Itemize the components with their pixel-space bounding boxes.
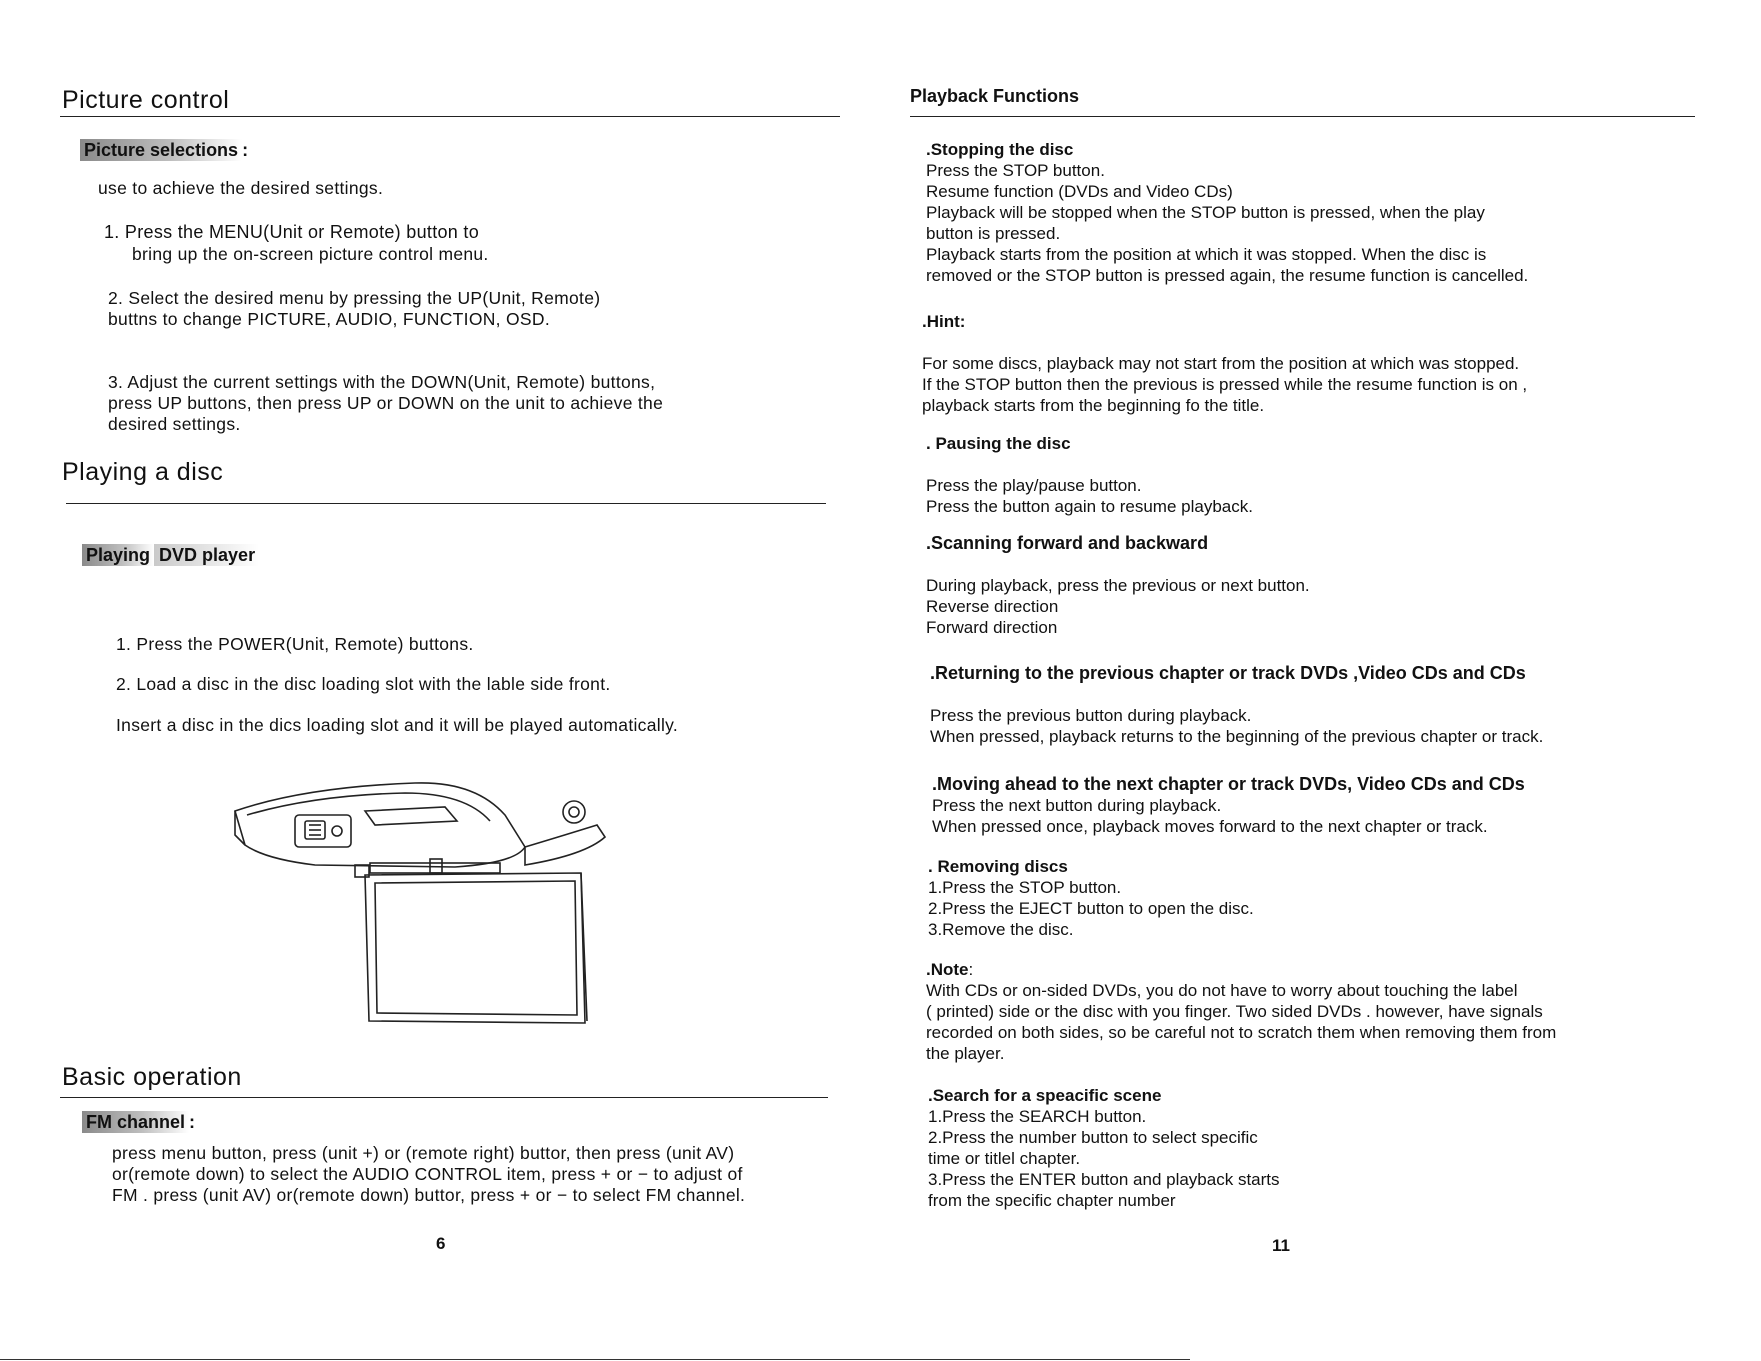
picture-step3-c: desired settings. (108, 414, 241, 434)
basic-operation-heading: Basic operation (62, 1063, 242, 1091)
picture-step2-b: buttns to change PICTURE, AUDIO, FUNCTION, OSD. (108, 309, 550, 329)
playing-disc-heading: Playing a disc (62, 458, 224, 486)
pausing-l1: Press the play/pause button. (926, 476, 1142, 495)
search-l2: 2.Press the number button to select specific (928, 1128, 1258, 1147)
left-page (60, 0, 845, 1300)
fm-line2: or(remote down) to select the AUDIO CONTROL item, press + or − to adjust of (112, 1164, 743, 1184)
hint-l3: playback starts from the beginning fo the title. (922, 396, 1265, 415)
scanning-l1: During playback, press the previous or next button. (926, 576, 1310, 595)
playing-step3: Insert a disc in the dics loading slot and it will be played automatically. (116, 715, 679, 735)
picture-step3-a: 3. Adjust the current settings with the DOWN(Unit, Remote) buttons, (108, 372, 656, 392)
search-l4: 3.Press the ENTER button and playback starts (928, 1170, 1280, 1189)
scanning-title: .Scanning forward and backward (926, 533, 1209, 553)
picture-step2-a: 2. Select the desired menu by pressing the UP(Unit, Remote) (108, 288, 601, 308)
stopping-l3: Playback will be stopped when the STOP button is pressed, when the play (926, 203, 1485, 222)
hint-l2: If the STOP button then the previous is pressed while the resume function is on , (922, 375, 1528, 394)
page-number: 11 (1272, 1236, 1290, 1255)
picture-intro: use to achieve the desired settings. (98, 178, 384, 198)
page-number: 6 (436, 1234, 446, 1253)
playing-step1: 1. Press the POWER(Unit, Remote) buttons. (116, 634, 474, 654)
stopping-l1: Press the STOP button. (926, 161, 1105, 180)
stopping-l5: Playback starts from the position at which it was stopped. When the disc is (926, 245, 1487, 264)
removing-l1: 1.Press the STOP button. (928, 878, 1122, 897)
moving-l2: When pressed once, playback moves forward to the next chapter or track. (932, 817, 1488, 836)
removing-l2: 2.Press the EJECT button to open the disc. (928, 899, 1254, 918)
fm-line1: press menu button, press (unit +) or (remote right) buttor, then press (unit AV) (112, 1143, 735, 1163)
moving-l1: Press the next button during playback. (932, 796, 1222, 815)
fm-line3: FM . press (unit AV) or(remote down) buttor, press + or − to select FM channel. (112, 1185, 746, 1205)
fm-channel-label: FM channel : (82, 1112, 195, 1133)
pausing-l2: Press the button again to resume playback. (926, 497, 1253, 516)
stopping-title: .Stopping the disc (926, 140, 1074, 159)
stopping-l6: removed or the STOP button is pressed again, the resume function is cancelled. (926, 266, 1529, 285)
right-page (910, 0, 1695, 1300)
picture-step3-b: press UP buttons, then press UP or DOWN on the unit to achieve the (108, 393, 664, 413)
ceiling-dvd-player-illustration (225, 775, 615, 1025)
heading-rule (60, 116, 840, 117)
heading-rule (60, 1097, 828, 1098)
picture-step1-b: bring up the on-screen picture control menu. (132, 244, 489, 264)
heading-rule (66, 503, 826, 504)
scanning-l3: Forward direction (926, 618, 1058, 637)
playing-dvd-label: Playing DVD player (82, 545, 259, 566)
heading-rule (910, 116, 1695, 117)
search-l1: 1.Press the SEARCH button. (928, 1107, 1147, 1126)
search-l3: time or titlel chapter. (928, 1149, 1081, 1168)
stopping-l4: button is pressed. (926, 224, 1061, 243)
hint-l1: For some discs, playback may not start from the position at which was stopped. (922, 354, 1520, 373)
bottom-rule (0, 1359, 1190, 1360)
note-title: .Note: (926, 960, 974, 979)
playing-step2: 2. Load a disc in the disc loading slot with the lable side front. (116, 674, 611, 694)
note-l2: ( printed) side or the disc with you finger. Two sided DVDs . however, have signals (926, 1002, 1543, 1021)
note-l1: With CDs or on-sided DVDs, you do not have to worry about touching the label (926, 981, 1518, 1000)
picture-selections-label: Picture selections : (80, 140, 248, 161)
removing-l3: 3.Remove the disc. (928, 920, 1074, 939)
returning-l2: When pressed, playback returns to the beginning of the previous chapter or track. (930, 727, 1544, 746)
playback-functions-heading: Playback Functions (910, 86, 1080, 106)
picture-step1-a: 1. Press the MENU(Unit or Remote) button to (104, 222, 480, 242)
note-l3: recorded on both sides, so be careful not to scratch them when removing them from (926, 1023, 1557, 1042)
pausing-title: . Pausing the disc (926, 434, 1071, 453)
search-l5: from the specific chapter number (928, 1191, 1176, 1210)
removing-title: . Removing discs (928, 857, 1068, 876)
search-title: .Search for a speacific scene (928, 1086, 1162, 1105)
moving-title: .Moving ahead to the next chapter or track DVDs, Video CDs and CDs (932, 774, 1525, 794)
picture-control-heading: Picture control (62, 86, 230, 114)
hint-title: .Hint: (922, 312, 966, 331)
stopping-l2: Resume function (DVDs and Video CDs) (926, 182, 1233, 201)
returning-l1: Press the previous button during playback. (930, 706, 1252, 725)
scanning-l2: Reverse direction (926, 597, 1059, 616)
note-l4: the player. (926, 1044, 1005, 1063)
returning-title: .Returning to the previous chapter or track DVDs ,Video CDs and CDs (930, 663, 1526, 683)
